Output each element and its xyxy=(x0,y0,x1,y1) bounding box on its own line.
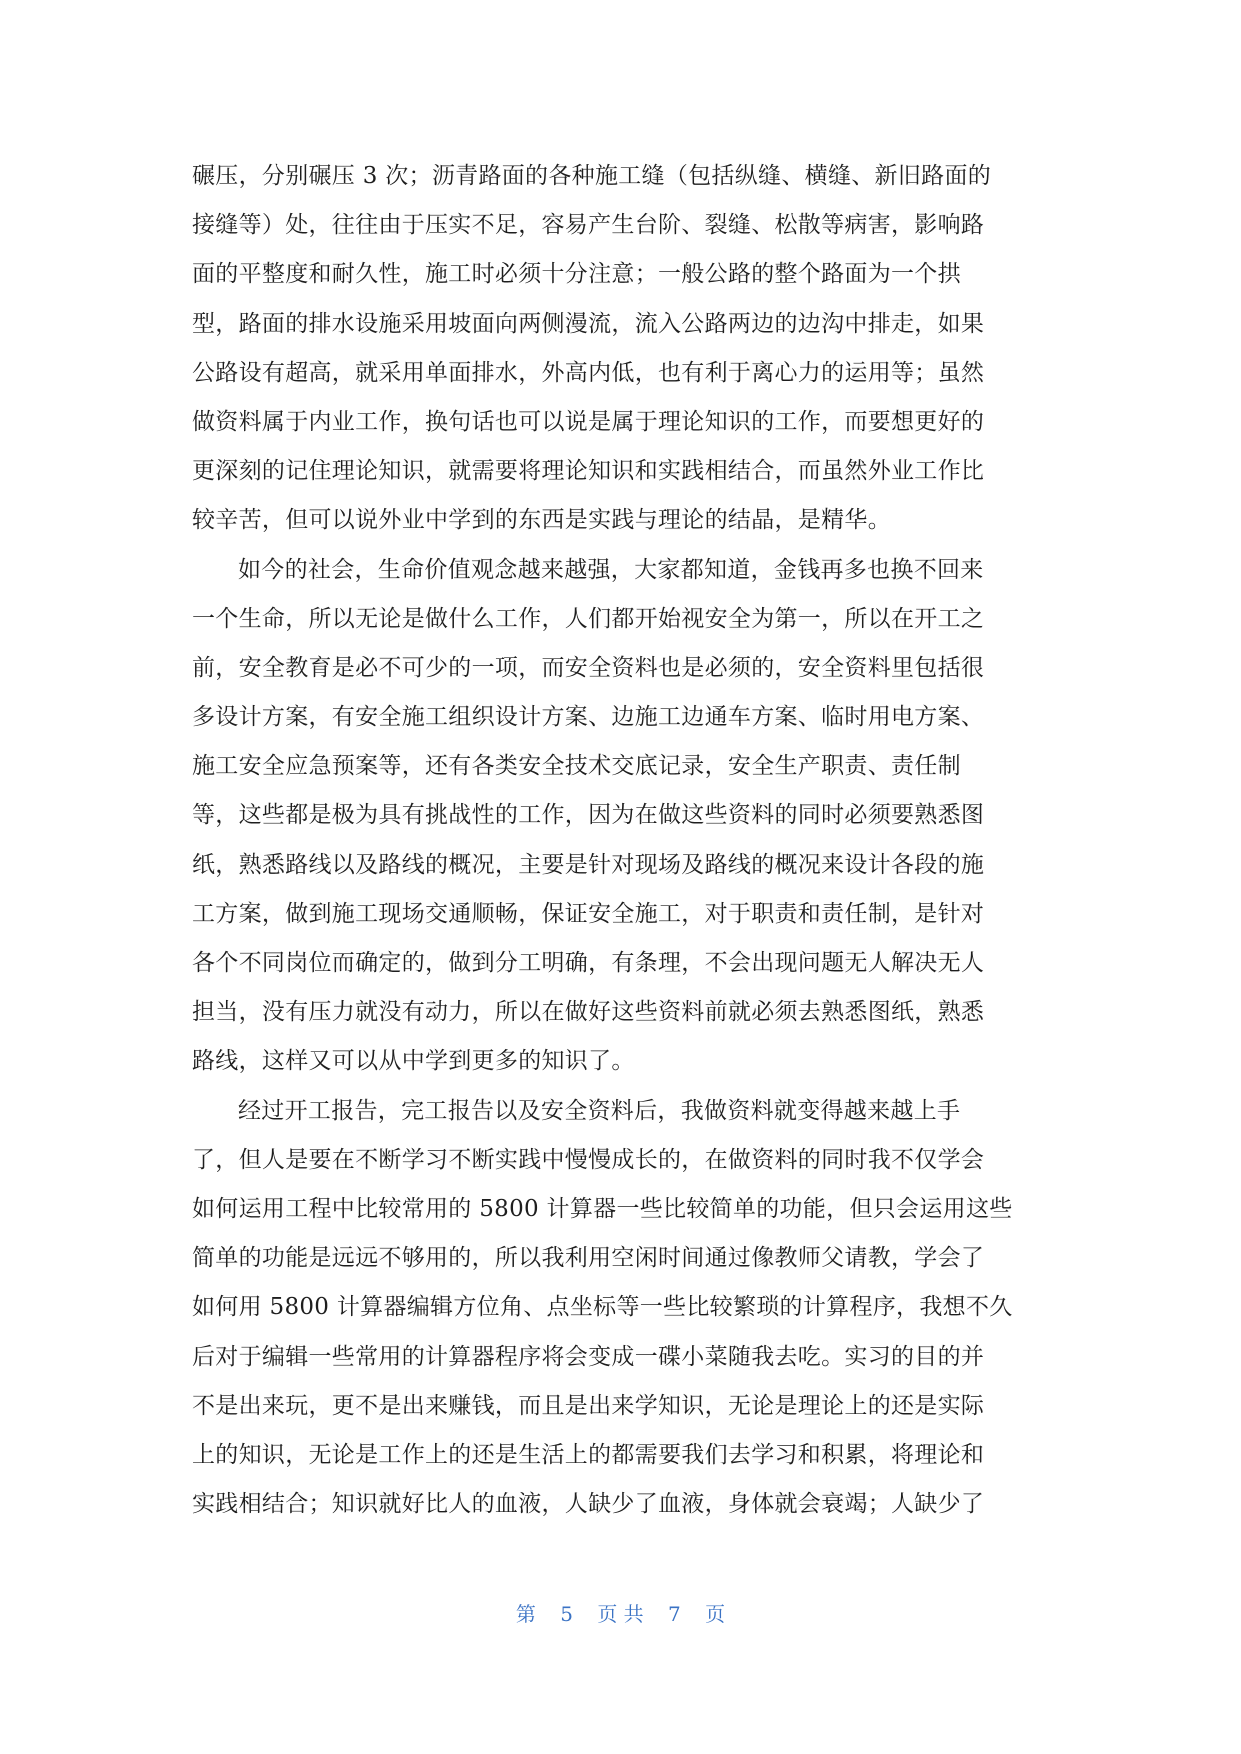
text-line: 各个不同岗位而确定的，做到分工明确，有条理，不会出现问题无人解决无人 xyxy=(192,950,985,976)
text-line: 不是出来玩，更不是出来赚钱，而且是出来学知识，无论是理论上的还是实际 xyxy=(192,1392,985,1419)
text-line: 施工安全应急预案等，还有各类安全技术交底记录，安全生产职责、责任制 xyxy=(192,753,961,780)
text-line: 如何用 5800 计算器编辑方位角、点坐标等一些比较繁琐的计算程序，我想不久 xyxy=(192,1294,1013,1321)
footer-suffix: 页 xyxy=(705,1602,726,1626)
text-line: 做资料属于内业工作，换句话也可以说是属于理论知识的工作，而要想更好的 xyxy=(192,408,985,435)
text-line: 碾压，分别碾压 3 次；沥青路面的各种施工缝（包括纵缝、横缝、新旧路面的 xyxy=(192,163,992,189)
text-line: 如何运用工程中比较常用的 5800 计算器一些比较简单的功能，但只会运用这些 xyxy=(192,1195,1013,1222)
current-page-number: 5 xyxy=(560,1602,573,1626)
text-line: 经过开工报告，完工报告以及安全资料后，我做资料就变得越来越上手 xyxy=(238,1097,961,1124)
text-line: 公路设有超高，就采用单面排水，外高内低，也有利于离心力的运用等；虽然 xyxy=(192,359,985,386)
text-line: 接缝等）处，往往由于压实不足，容易产生台阶、裂缝、松散等病害，影响路 xyxy=(192,212,985,239)
text-line: 较辛苦，但可以说外业中学到的东西是实践与理论的结晶，是精华。 xyxy=(192,507,891,534)
text-line: 更深刻的记住理论知识，就需要将理论知识和实践相结合，而虽然外业工作比 xyxy=(192,458,985,485)
footer-prefix: 第 xyxy=(515,1602,536,1626)
text-line: 路线，这样又可以从中学到更多的知识了。 xyxy=(192,1048,635,1075)
text-line: 一个生命，所以无论是做什么工作，人们都开始视安全为第一，所以在开工之 xyxy=(192,605,985,632)
paragraph-3 xyxy=(192,1087,1052,1530)
text-line: 实践相结合；知识就好比人的血液，人缺少了血液，身体就会衰竭；人缺少了 xyxy=(192,1491,985,1518)
text-line: 纸，熟悉路线以及路线的概况，主要是针对现场及路线的概况来设计各段的施 xyxy=(192,851,985,878)
text-line: 面的平整度和耐久性，施工时必须十分注意；一般公路的整个路面为一个拱 xyxy=(192,261,961,288)
footer-middle: 页 共 xyxy=(597,1602,644,1626)
text-line: 后对于编辑一些常用的计算器程序将会变成一碟小菜随我去吃。实习的目的并 xyxy=(192,1343,985,1370)
text-line: 等，这些都是极为具有挑战性的工作，因为在做这些资料的同时必须要熟悉图 xyxy=(192,802,985,829)
paragraph-2 xyxy=(192,546,1052,1087)
text-line: 上的知识，无论是工作上的还是生活上的都需要我们去学习和积累，将理论和 xyxy=(192,1441,985,1468)
text-line: 前，安全教育是必不可少的一项，而安全资料也是必须的，安全资料里包括很 xyxy=(192,654,985,681)
text-line: 担当，没有压力就没有动力，所以在做好这些资料前就必须去熟悉图纸，熟悉 xyxy=(192,999,985,1026)
body-text xyxy=(192,152,1052,1529)
text-line: 多设计方案，有安全施工组织设计方案、边施工边通车方案、临时用电方案、 xyxy=(192,704,985,731)
text-line: 简单的功能是远远不够用的，所以我利用空闲时间通过像教师父请教，学会了 xyxy=(192,1245,985,1272)
text-line: 如今的社会，生命价值观念越来越强，大家都知道，金钱再多也换不回来 xyxy=(238,556,984,583)
total-pages-number: 7 xyxy=(668,1602,681,1626)
page-footer xyxy=(0,1598,1241,1627)
paragraph-1 xyxy=(192,152,1052,546)
text-line: 了，但人是要在不断学习不断实践中慢慢成长的，在做资料的同时我不仅学会 xyxy=(192,1146,985,1173)
text-line: 工方案，做到施工现场交通顺畅，保证安全施工，对于职责和责任制，是针对 xyxy=(192,900,985,927)
text-line: 型，路面的排水设施采用坡面向两侧漫流，流入公路两边的边沟中排走，如果 xyxy=(192,310,985,337)
